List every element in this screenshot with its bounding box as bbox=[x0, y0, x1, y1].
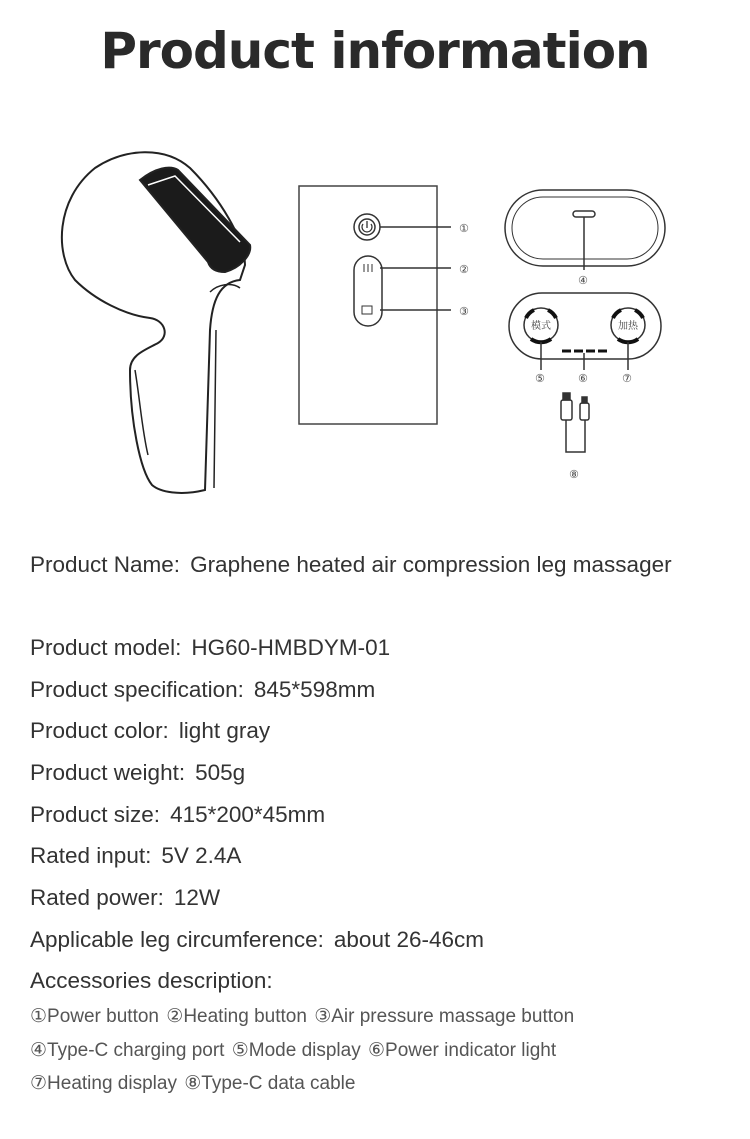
cable-illustration bbox=[561, 393, 589, 452]
spec-product-model: Product model: HG60-HMBDYM-01 bbox=[30, 635, 391, 660]
callout-1: ① bbox=[459, 222, 469, 235]
callout-6: ⑥ bbox=[578, 372, 588, 385]
spec-product-color: Product color: light gray bbox=[30, 718, 271, 743]
mode-label: 模式 bbox=[531, 321, 551, 332]
accessories-line-3: ⑦Heating display ⑧Type-C data cable bbox=[30, 1073, 356, 1094]
heat-label: 加热 bbox=[618, 321, 638, 332]
product-diagram bbox=[0, 130, 750, 500]
spec-rated-power: Rated power: 12W bbox=[30, 885, 221, 910]
accessories-line-1: ①Power button ②Heating button ③Air pressure massage button bbox=[30, 1006, 575, 1027]
spec-leg-circumference: Applicable leg circumference: about 26-46cm bbox=[30, 927, 485, 952]
callout-7: ⑦ bbox=[622, 372, 632, 385]
callout-5: ⑤ bbox=[535, 372, 545, 385]
control-panel-illustration bbox=[299, 186, 451, 424]
spec-rated-input: Rated input: 5V 2.4A bbox=[30, 843, 242, 868]
callout-4: ④ bbox=[578, 274, 588, 287]
spec-product-weight: Product weight: 505g bbox=[30, 760, 246, 785]
accessories-heading: Accessories description: bbox=[30, 968, 273, 993]
accessories-line-2: ④Type-C charging port ⑤Mode display ⑥Power indicator light bbox=[30, 1040, 557, 1061]
spec-product-specification: Product specification: 845*598mm bbox=[30, 677, 376, 702]
callout-2: ② bbox=[459, 263, 469, 276]
page-title: Product information bbox=[100, 22, 650, 80]
callout-8: ⑧ bbox=[569, 468, 579, 481]
massager-illustration bbox=[62, 152, 250, 493]
spec-product-size: Product size: 415*200*45mm bbox=[30, 802, 326, 827]
top-view-illustration bbox=[505, 190, 665, 270]
spec-product-name: Product Name: Graphene heated air compression leg massager bbox=[30, 552, 672, 577]
callout-3: ③ bbox=[459, 305, 469, 318]
